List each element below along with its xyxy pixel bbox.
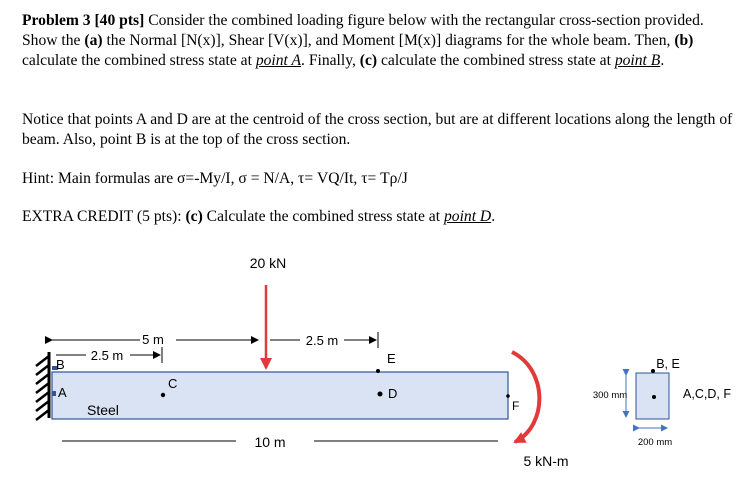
- problem-heading: Problem 3 [40 pts]: [22, 12, 145, 29]
- force-label: 20 kN: [249, 255, 287, 271]
- fixed-support: [36, 352, 49, 420]
- point-f-label: F: [512, 399, 520, 413]
- dim-25m-left-label: 2.5 m: [90, 348, 124, 363]
- point-c-label: C: [168, 376, 178, 391]
- text: . Finally,: [301, 52, 360, 69]
- material-label: Steel: [87, 402, 119, 418]
- point-d-label: D: [388, 386, 398, 401]
- part-c-label: (c): [359, 52, 378, 69]
- top-label: B, E: [656, 357, 680, 371]
- point-e-marker: [376, 369, 380, 373]
- notice-paragraph: Notice that points A and D are at the centroid of the cross section, but are at different locations along the length of beam. Also, point B is at the top of the cross section.: [22, 111, 733, 148]
- point-a-ref: point A: [255, 52, 302, 69]
- text: EXTRA CREDIT (5 pts):: [22, 208, 186, 225]
- cross-section-b-e-marker: [651, 369, 655, 373]
- point-d-ref: point D: [443, 208, 492, 225]
- beam: [52, 372, 508, 419]
- dim-10m-label: 10 m: [254, 434, 286, 450]
- text: .: [660, 52, 665, 69]
- point-a-marker: [52, 391, 56, 396]
- text: .: [491, 208, 496, 225]
- dim-25m-right-label: 2.5 m: [305, 333, 339, 348]
- height-label: 300 mm: [592, 390, 628, 401]
- text: the Normal [N(x)], Shear [V(x)], and Moment [M(x)] diagrams for the whole beam. Then,: [102, 32, 675, 49]
- moment-label: 5 kN-m: [523, 453, 569, 469]
- point-b-ref: point B: [614, 52, 661, 69]
- cross-section-centroid: [652, 395, 656, 399]
- dim-5m-label: 5 m: [142, 332, 164, 347]
- text: Consider the combined loading figure below with the rectangular cross-section provided. Show the: [22, 12, 704, 49]
- text: calculate the combined stress state at: [22, 52, 256, 69]
- point-d-marker: [378, 392, 383, 397]
- point-b-label: B: [56, 357, 65, 372]
- text: Calculate the combined stress state at: [202, 208, 444, 225]
- part-c-label: (c): [185, 208, 203, 225]
- point-e-label: E: [387, 351, 396, 366]
- point-c-marker: [161, 393, 165, 397]
- moment-arrow: [512, 352, 539, 442]
- center-label: A,C,D, F: [683, 387, 731, 401]
- part-a-label: (a): [84, 32, 103, 49]
- part-b-label: (b): [674, 32, 694, 49]
- text: calculate the combined stress state at: [377, 52, 615, 69]
- point-f-marker: [506, 394, 510, 398]
- hint-paragraph: Hint: Main formulas are σ=-My/I, σ = N/A, τ= VQ/It, τ= Tρ/J: [22, 170, 408, 187]
- point-a-label: A: [58, 385, 67, 400]
- width-label: 200 mm: [637, 437, 673, 448]
- cross-section: [593, 357, 731, 448]
